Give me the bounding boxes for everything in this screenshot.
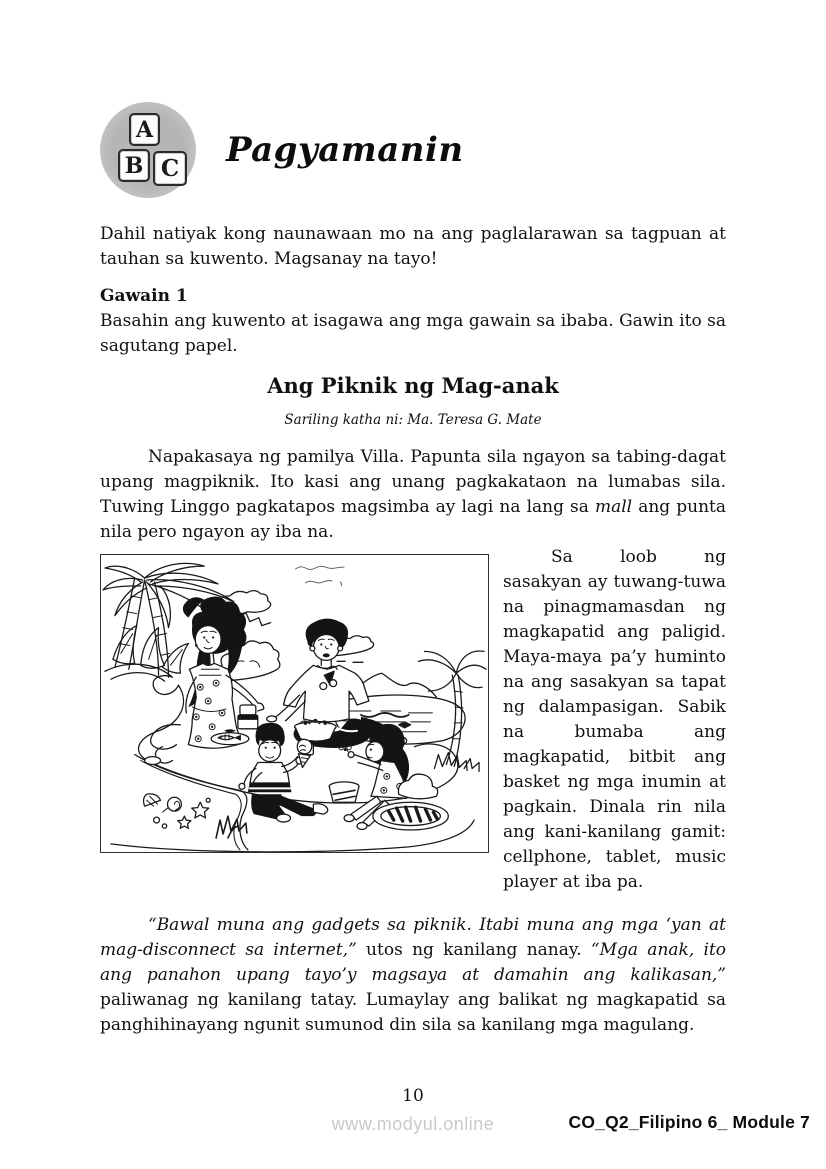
p1-text-a: Napakasaya ng pamilya Villa. Papunta sila ngayon sa tabing-dagat upang magpiknik. Ito kasi ang unang pagkakataon na lumabas sila. Tuwing Linggo pagkatapos magsimba ay lagi na lang sa <box>100 447 726 517</box>
story-body-with-figure <box>100 545 726 895</box>
section-header <box>100 102 726 198</box>
story-paragraph-1 <box>100 445 726 545</box>
story-paragraph-3 <box>100 913 726 1038</box>
gawain-instruction: Basahin ang kuwento at isagawa ang mga gawain sa ibaba. Gawin ito sa sagutang papel. <box>100 311 726 356</box>
watermark: www.modyul.online <box>331 1114 495 1134</box>
gawain-heading: Gawain 1 <box>100 286 188 306</box>
p1-text-b: ang punta nila pero ngayon ay iba na. <box>100 497 726 542</box>
p3-mid-2: paliwanag ng kanilang tatay. Lumaylay ang balikat ng magkapatid sa panghihinayang ngunit sumunod din sila sa kanilang mga magulang. <box>100 990 726 1035</box>
p1-italic-word: mall <box>594 497 633 517</box>
abc-block-b: B <box>118 149 150 182</box>
abc-block-c: C <box>153 151 187 186</box>
p3-quote-2: “Mga anak, ito ang panahon upang tayo’y magsaya at damahin ang kalikasan,” <box>100 940 727 985</box>
section-title: Pagyamanin <box>226 130 464 170</box>
page-content <box>100 0 726 1038</box>
page-number: 10 <box>402 1086 424 1106</box>
story-title: Ang Piknik ng Mag-anak <box>267 373 559 398</box>
story-byline: Sariling katha ni: Ma. Teresa G. Mate <box>284 412 542 428</box>
module-code: CO_Q2_Filipino 6_ Module 7 <box>568 1112 810 1132</box>
picnic-illustration <box>100 554 489 853</box>
grass-tuft <box>216 816 247 838</box>
p3-quote-1: “Bawal muna ang gadgets sa piknik. Itabi muna ang mga ‘yan at mag-disconnect sa internet,” <box>100 915 726 960</box>
p3-mid-1: utos ng kanilang nanay. <box>356 940 591 960</box>
abc-block-a: A <box>129 113 160 146</box>
handwritten-note <box>295 566 344 586</box>
intro-paragraph: Dahil natiyak kong naunawaan mo na ang paglalarawan sa tagpuan at tauhan sa kuwento. Magsanay na tayo! <box>100 224 726 269</box>
striped-mat <box>373 802 448 830</box>
story-paragraph-2: Sa loob ng sasakyan ay tuwang-tuwa na pinagmamasdan ng magkapatid ang paligid. Maya-maya pa’y huminto na ang sasakyan sa tapat ng dalampasigan. Sabik na bumaba ang magkapatid, bitbit ang basket ng mga inumin at pagkain. Dinala rin nila ang kani-kanilang gamit: cellphone, tablet, music player at iba pa. <box>503 547 726 892</box>
shells-and-starfish <box>144 794 211 828</box>
abc-blocks-icon <box>100 102 196 198</box>
